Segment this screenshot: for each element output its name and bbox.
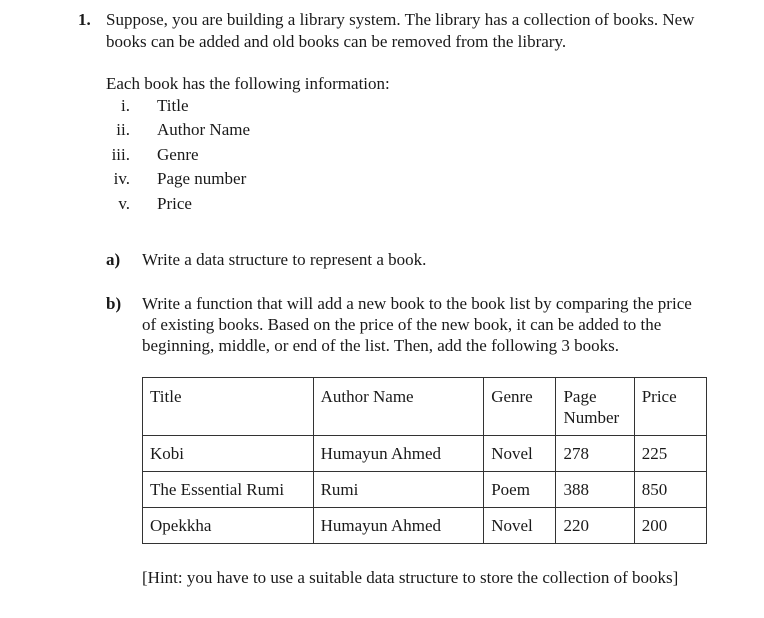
cell-page: 278 [556,436,634,472]
list-item-text: Title [157,96,189,115]
header-page-number: Page Number [556,378,634,436]
list-item-text: Genre [157,145,199,164]
list-item-text: Price [157,194,192,213]
part-b-line-3: beginning, middle, or end of the list. Then, add the following 3 books. [142,336,620,355]
header-price: Price [634,378,706,436]
part-a-text: Write a data structure to represent a book. [142,250,427,269]
cell-genre: Novel [484,436,556,472]
list-item-number: iii. [111,145,130,164]
books-table [142,377,707,544]
table-row [143,472,707,508]
part-b-line-2: of existing books. Based on the price of the new book, it can be added to the [142,315,662,334]
header-title: Title [143,378,314,436]
cell-title: Kobi [143,436,314,472]
header-genre: Genre [484,378,556,436]
cell-page: 388 [556,472,634,508]
question-line-2: books can be added and old books can be removed from the library. [106,32,567,51]
table-row [143,508,707,544]
question-number: 1. [78,10,91,29]
cell-price: 850 [634,472,706,508]
info-intro: Each book has the following information: [106,74,390,93]
list-item-text: Author Name [157,120,251,139]
cell-page: 220 [556,508,634,544]
part-b-label: b) [106,294,122,313]
list-item-number: ii. [116,120,130,139]
list-item-number: iv. [113,169,130,188]
cell-author: Humayun Ahmed [313,508,484,544]
part-b-line-1: Write a function that will add a new book to the book list by comparing the price [142,294,692,313]
cell-genre: Novel [484,508,556,544]
cell-author: Rumi [313,472,484,508]
question-line-1: Suppose, you are building a library system. The library has a collection of books. New [106,10,695,29]
header-author: Author Name [313,378,484,436]
cell-title: The Essential Rumi [143,472,314,508]
table-header-row [143,378,707,436]
cell-price: 200 [634,508,706,544]
hint-text: [Hint: you have to use a suitable data structure to store the collection of books] [142,568,679,587]
list-item-number: i. [121,96,130,115]
cell-author: Humayun Ahmed [313,436,484,472]
list-item-number: v. [118,194,130,213]
part-a-label: a) [106,250,121,269]
cell-price: 225 [634,436,706,472]
cell-title: Opekkha [143,508,314,544]
cell-genre: Poem [484,472,556,508]
list-item-text: Page number [157,169,247,188]
table-row [143,436,707,472]
